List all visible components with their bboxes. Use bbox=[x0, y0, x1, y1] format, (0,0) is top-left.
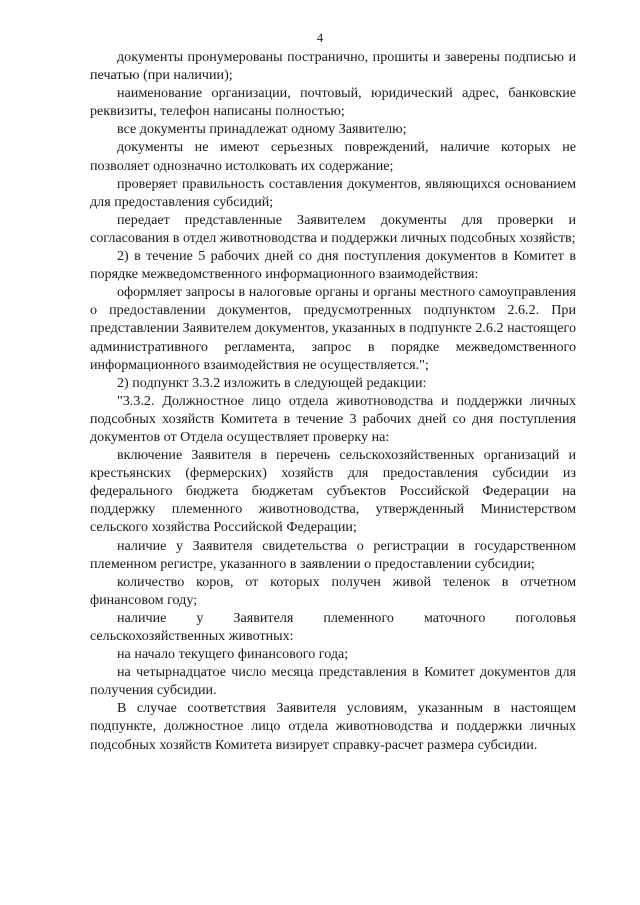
paragraph-compliance-endorsement: В случае соответствия Заявителя условиям, указанным в настоящем подпункте, должностное лицо отдела животноводства и поддержки личных подсобных хозяйств Комитета визирует справку-расчет размера субсидии. bbox=[90, 700, 576, 753]
paragraph-clause-3-3-2: "3.3.2. Должностное лицо отдела животноводства и поддержки личных подсобных хозяйств Комитета в течение 3 рабочих дней со дня поступления документов от Отдела осуществляет проверку на: bbox=[90, 392, 576, 445]
page-number: 4 bbox=[316, 31, 324, 45]
paragraph-fourteenth-day: на четырнадцатое число месяца представления в Комитет документов для получения субсидии. bbox=[90, 664, 576, 699]
paragraph-cow-count: количество коров, от которых получен живой теленок в отчетном финансовом году; bbox=[90, 573, 576, 608]
paragraph-transfers-documents: передает представленные Заявителем документы для проверки и согласования в отдел животноводства и поддержки личных подсобных хозяйств; bbox=[90, 211, 576, 246]
paragraph-requests: оформляет запросы в налоговые органы и органы местного самоуправления о предоставлении документов, предусмотренных подпунктом 2.6.2. При представлении Заявителем документов, указанных в подпункте 2.6.2 настоящего административного регламента, запрос в порядке межведомственного информационного взаимодействия не осуществляется."; bbox=[90, 284, 576, 373]
paragraph-year-start: на начало текущего финансового года; bbox=[117, 646, 349, 663]
paragraph-inclusion-in-list: включение Заявителя в перечень сельскохозяйственных организаций и крестьянских (фермерских) хозяйств для предоставления субсидии из федерального бюджета бюджетам субъектов Российской Федерации на поддержку племенного животноводства, утвержденный Министерством сельского хозяйства Российской Федерации; bbox=[90, 447, 576, 536]
paragraph-breeding-livestock: наличие у Заявителя племенного маточного поголовья сельскохозяйственных животных: bbox=[90, 609, 576, 644]
paragraph-same-applicant: все документы принадлежат одному Заявителю; bbox=[117, 121, 407, 138]
paragraph-subclause-amendment: 2) подпункт 3.3.2 изложить в следующей редакции: bbox=[117, 374, 427, 391]
document-body bbox=[90, 48, 576, 754]
paragraph-breeding-register: наличие у Заявителя свидетельства о регистрации в государственном племенном регистре, указанного в заявлении о предоставлении субсидии; bbox=[90, 537, 576, 572]
paragraph-organization-details: наименование организации, почтовый, юридический адрес, банковские реквизиты, телефон написаны полностью; bbox=[90, 85, 576, 120]
paragraph-checks-correctness: проверяет правильность составления документов, являющихся основанием для предоставления субсидий; bbox=[90, 175, 576, 210]
paragraph-five-working-days: 2) в течение 5 рабочих дней со дня поступления документов в Комитет в порядке межведомственного информационного взаимодействия: bbox=[90, 248, 576, 283]
paragraph-no-damage: документы не имеют серьезных повреждений, наличие которых не позволяет однозначно истолковать их содержание; bbox=[90, 139, 576, 174]
paragraph-documents-numbered: документы пронумерованы постранично, прошиты и заверены подписью и печатью (при наличии); bbox=[90, 49, 576, 84]
